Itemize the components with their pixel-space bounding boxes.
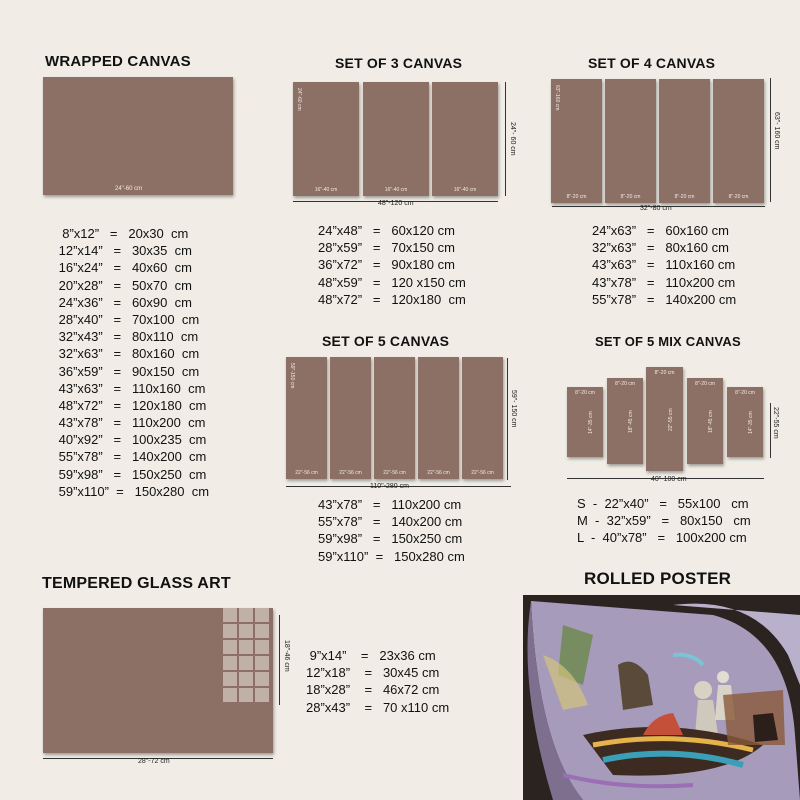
size-row: 43”x78” = 110x200 cm	[318, 497, 462, 512]
set4-width-label: 32"-80 cm	[640, 205, 672, 212]
size-row: L - 40”x78” = 100x200 cm	[577, 530, 747, 546]
set5-height-line	[507, 358, 508, 480]
size-row: 43”x78” = 110x200 cm	[592, 274, 736, 290]
panel-width-label: 22"-56 cm	[295, 470, 318, 476]
size-row: 48”x59” = 120 x150 cm	[318, 274, 466, 290]
panel-width-label: 8"-20 cm	[695, 381, 715, 387]
wrapped-canvas-panel	[43, 77, 233, 195]
set4-panel	[713, 79, 764, 203]
size-row: 24”x48” = 60x120 cm	[318, 223, 455, 238]
size-row: 32”x43” = 80x110 cm	[55, 329, 199, 345]
panel-height-label: 14"-35 cm	[748, 411, 754, 434]
set5-height-label: 59"- 150 cm	[510, 390, 517, 428]
mix5-panel	[646, 367, 683, 471]
set4-height-label: 63"- 160 cm	[773, 112, 780, 150]
size-row: 28”x40” = 70x100 cm	[55, 311, 200, 327]
set3-size-list	[318, 223, 466, 309]
size-row: 55”x78” = 140x200 cm	[318, 514, 463, 530]
mix5-panel	[727, 387, 763, 457]
set3-height-line	[505, 82, 506, 196]
mix5-width-label: 40"-100 cm	[651, 476, 687, 483]
size-row: 12”x14” = 30x35 cm	[55, 243, 192, 259]
mix5-panel	[607, 378, 643, 464]
set5-width-label: 110"-280 cm	[370, 483, 409, 490]
panel-width-label: 8"-20 cm	[615, 381, 635, 387]
panel-width-label: 8"-20 cm	[566, 194, 587, 200]
size-row: M - 32”x59” = 80x150 cm	[577, 513, 751, 529]
glass-reflection	[223, 608, 269, 702]
set4-panel	[551, 79, 602, 203]
set5-title: SET OF 5 CANVAS	[322, 333, 450, 349]
set5-panel	[418, 357, 459, 479]
panel-height-label: 59"-150 cm	[289, 363, 295, 389]
size-row: 9”x14” = 23x36 cm	[306, 648, 436, 663]
mix5-panel	[687, 378, 723, 464]
mix5-size-list	[577, 495, 751, 547]
size-row: 55”x78” = 140x200 cm	[592, 291, 737, 307]
size-row: 59”x98” = 150x250 cm	[55, 466, 207, 482]
rolled-poster-image	[523, 595, 800, 800]
set5-panel	[330, 357, 371, 479]
panel-width-label: 22"-56 cm	[339, 470, 362, 476]
size-row: 55”x78” = 140x200 cm	[55, 449, 207, 465]
panel-height-label: 22"-55 cm	[667, 408, 674, 431]
set5-panel	[462, 357, 503, 479]
size-row: 59”x98” = 150x250 cm	[318, 531, 463, 547]
mix5-height-label: 22"-55 cm	[772, 407, 779, 439]
set5-panel	[374, 357, 415, 479]
panel-width-label: 16"-40 cm	[384, 187, 408, 193]
panel-width-label: 8"-20 cm	[674, 194, 695, 200]
glass-size-list	[306, 647, 449, 716]
wrapped-size-list	[55, 225, 209, 500]
panel-height-label: 14"-35 cm	[588, 411, 594, 434]
size-row: 43”x78” = 110x200 cm	[55, 415, 206, 431]
size-row: 36”x72” = 90x180 cm	[318, 257, 455, 273]
panel-width-label: 8"-20 cm	[735, 390, 755, 396]
size-row: 24”x63” = 60x160 cm	[592, 223, 729, 238]
size-row: 20”x28” = 50x70 cm	[55, 277, 192, 293]
size-row: 24”x36” = 60x90 cm	[55, 294, 192, 310]
size-row: 32”x63” = 80x160 cm	[55, 346, 200, 362]
set4-panel	[605, 79, 656, 203]
set3-panel	[293, 82, 359, 196]
panel-width-label: 16"-40 cm	[453, 187, 477, 193]
glass-height-label: 18"-46 cm	[283, 640, 290, 672]
set4-title: SET OF 4 CANVAS	[588, 55, 716, 71]
size-row: 48”x72” = 120x180 cm	[318, 291, 466, 307]
panel-width-label: 8"-20 cm	[654, 370, 675, 376]
set3-panel	[363, 82, 429, 196]
panel-width-label: 8"-20 cm	[620, 194, 641, 200]
mix5-panel	[567, 387, 603, 457]
size-row: 43”x63” = 110x160 cm	[55, 380, 206, 396]
set4-height-line	[770, 78, 771, 202]
panel-height-label: 63"-160 cm	[554, 85, 560, 111]
panel-width-label: 22"-56 cm	[471, 470, 494, 476]
poster-title: ROLLED POSTER	[584, 569, 732, 588]
set5-panel	[286, 357, 327, 479]
size-row: 43”x63” = 110x160 cm	[592, 257, 736, 273]
panel-width-label: 16"-40 cm	[314, 187, 338, 193]
set3-width-label: 48"-120 cm	[378, 200, 414, 207]
size-row: 28”x43” = 70 x110 cm	[306, 699, 450, 715]
panel-height-label: 24"-60 cm	[296, 88, 302, 111]
set3-title: SET OF 3 CANVAS	[335, 55, 463, 71]
set3-height-label: 24"- 60 cm	[509, 122, 516, 156]
size-row: S - 22”x40” = 55x100 cm	[577, 496, 749, 511]
size-row: 16”x24” = 40x60 cm	[55, 260, 192, 276]
mix5-title: SET OF 5 MIX CANVAS	[595, 334, 741, 349]
size-row: 18”x28” = 46x72 cm	[306, 682, 440, 698]
panel-height-label: 18"-45 cm	[628, 410, 634, 433]
panel-width-label: 22"-56 cm	[383, 470, 406, 476]
size-row: 32”x63” = 80x160 cm	[592, 240, 729, 256]
wrapped-canvas-title: WRAPPED CANVAS	[45, 53, 191, 70]
size-row: 40”x92” = 100x235 cm	[55, 432, 207, 448]
set4-panel	[659, 79, 710, 203]
glass-width-label: 28"-72 cm	[138, 758, 170, 765]
panel-width-label: 8"-20 cm	[728, 194, 749, 200]
size-row: 12”x18” = 30x45 cm	[306, 665, 440, 681]
set3-panel	[432, 82, 498, 196]
mix5-height-line	[770, 403, 771, 458]
wrapped-height-label: 36"-90 cm	[237, 90, 244, 122]
glass-height-line	[279, 615, 280, 705]
glass-title: TEMPERED GLASS ART	[42, 575, 231, 592]
set4-size-list	[592, 223, 736, 309]
panel-width-label: 22"-56 cm	[427, 470, 450, 476]
size-row: 59”x110” = 150x280 cm	[55, 483, 210, 499]
panel-width-label: 8"-20 cm	[575, 390, 595, 396]
size-row: 28”x59” = 70x150 cm	[318, 240, 455, 256]
panel-height-label: 18"-45 cm	[708, 410, 714, 433]
size-row: 36”x59” = 90x150 cm	[55, 363, 200, 379]
glass-panel	[43, 608, 273, 753]
size-row: 8”x12” = 20x30 cm	[55, 226, 189, 241]
size-row: 59”x110” = 150x280 cm	[318, 548, 465, 564]
rolled-poster-artwork	[523, 595, 800, 800]
size-row: 48”x72” = 120x180 cm	[55, 397, 207, 413]
wrapped-width-label: 24"-60 cm	[115, 186, 143, 192]
set5-size-list	[318, 496, 465, 565]
